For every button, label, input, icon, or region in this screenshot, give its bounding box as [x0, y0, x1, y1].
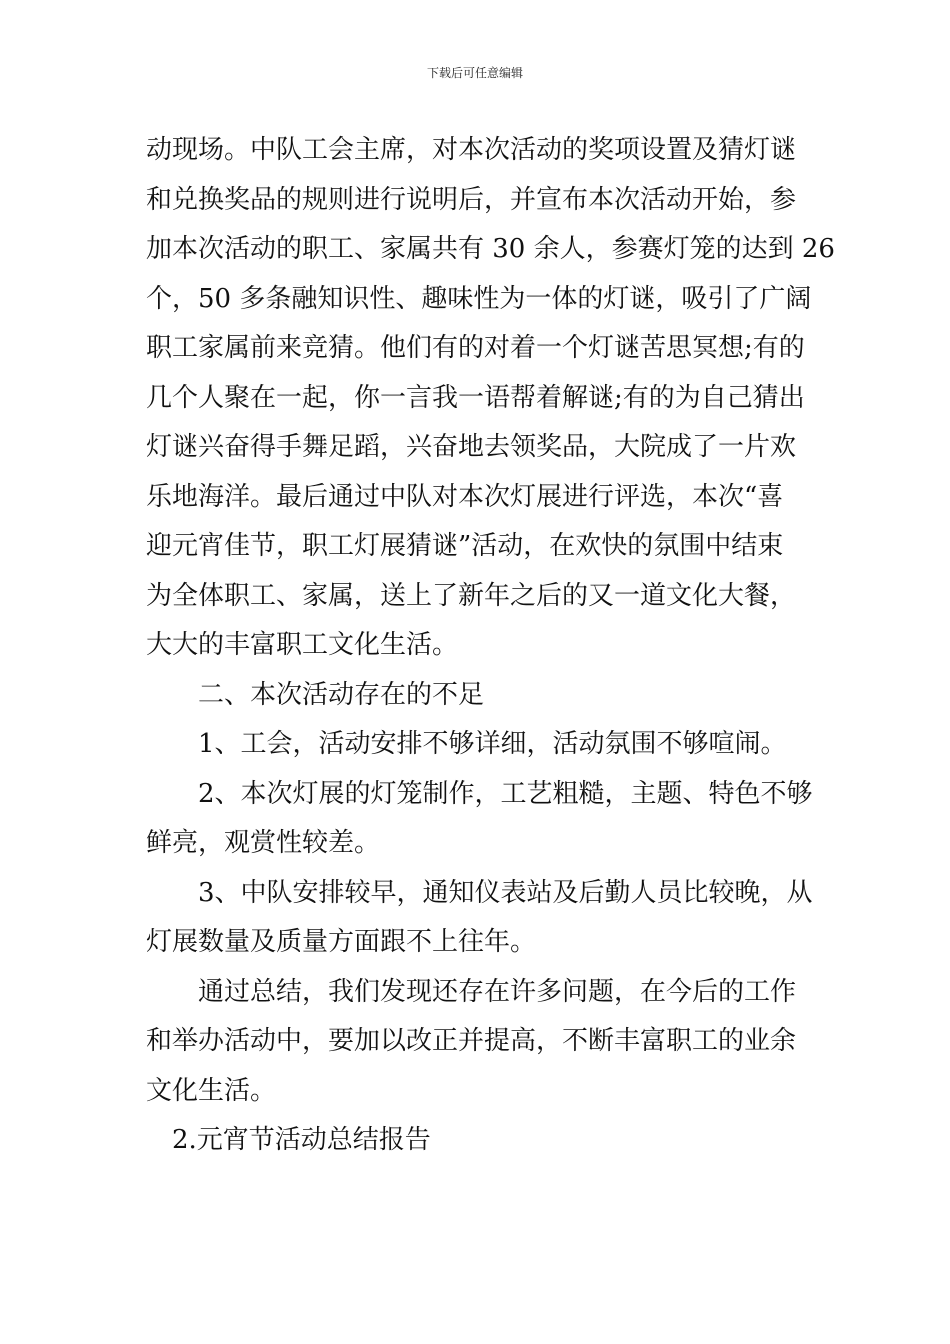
text-line: 迎元宵佳节，职工灯展猜谜”活动，在欢快的氛围中结束: [146, 531, 784, 561]
text-line: 个，50 多条融知识性、趣味性为一体的灯谜，吸引了广阔: [146, 283, 812, 314]
text-line: 2、本次灯展的灯笼制作，工艺粗糙，主题、特色不够: [198, 778, 813, 809]
text-line: 鲜亮，观赏性较差。: [146, 828, 381, 858]
text-line: 1、工会，活动安排不够详细，活动氛围不够喧闹。: [198, 729, 787, 759]
text-line: 灯展数量及质量方面跟不上往年。: [146, 927, 537, 957]
text-line: 乐地海洋。最后通过中队对本次灯展进行评选，本次“喜: [146, 481, 784, 512]
next-section-title: 2.元宵节活动总结报告: [172, 1125, 431, 1155]
text-line: 几个人聚在一起，你一言我一语帮着解谜;有的为自己猜出: [146, 382, 805, 413]
document-body: [146, 126, 835, 1166]
text-line: 大大的丰富职工文化生活。: [146, 630, 459, 660]
text-line: 职工家属前来竞猜。他们有的对着一个灯谜苦思冥想;有的: [146, 333, 805, 363]
text-line: 灯谜兴奋得手舞足蹈，兴奋地去领奖品，大院成了一片欢: [146, 432, 797, 462]
text-line: 文化生活。: [146, 1075, 277, 1106]
text-line: 动现场。中队工会主席，对本次活动的奖项设置及猜灯谜: [146, 135, 797, 165]
page-header: 下载后可任意编辑: [426, 66, 523, 80]
text-line: 为全体职工、家属，送上了新年之后的又一道文化大餐，: [146, 580, 797, 611]
text-line: 通过总结，我们发现还存在许多问题，在今后的工作: [198, 976, 797, 1007]
text-line: 和兑换奖品的规则进行说明后，并宣布本次活动开始，参: [146, 184, 797, 215]
section-heading: 二、本次活动存在的不足: [198, 679, 485, 710]
text-line: 加本次活动的职工、家属共有 30 余人，参赛灯笼的达到 26: [146, 234, 835, 264]
text-line: 和举办活动中，要加以改正并提高，不断丰富职工的业余: [146, 1026, 797, 1056]
text-line: 3、中队安排较早，通知仪表站及后勤人员比较晚，从: [198, 877, 813, 908]
